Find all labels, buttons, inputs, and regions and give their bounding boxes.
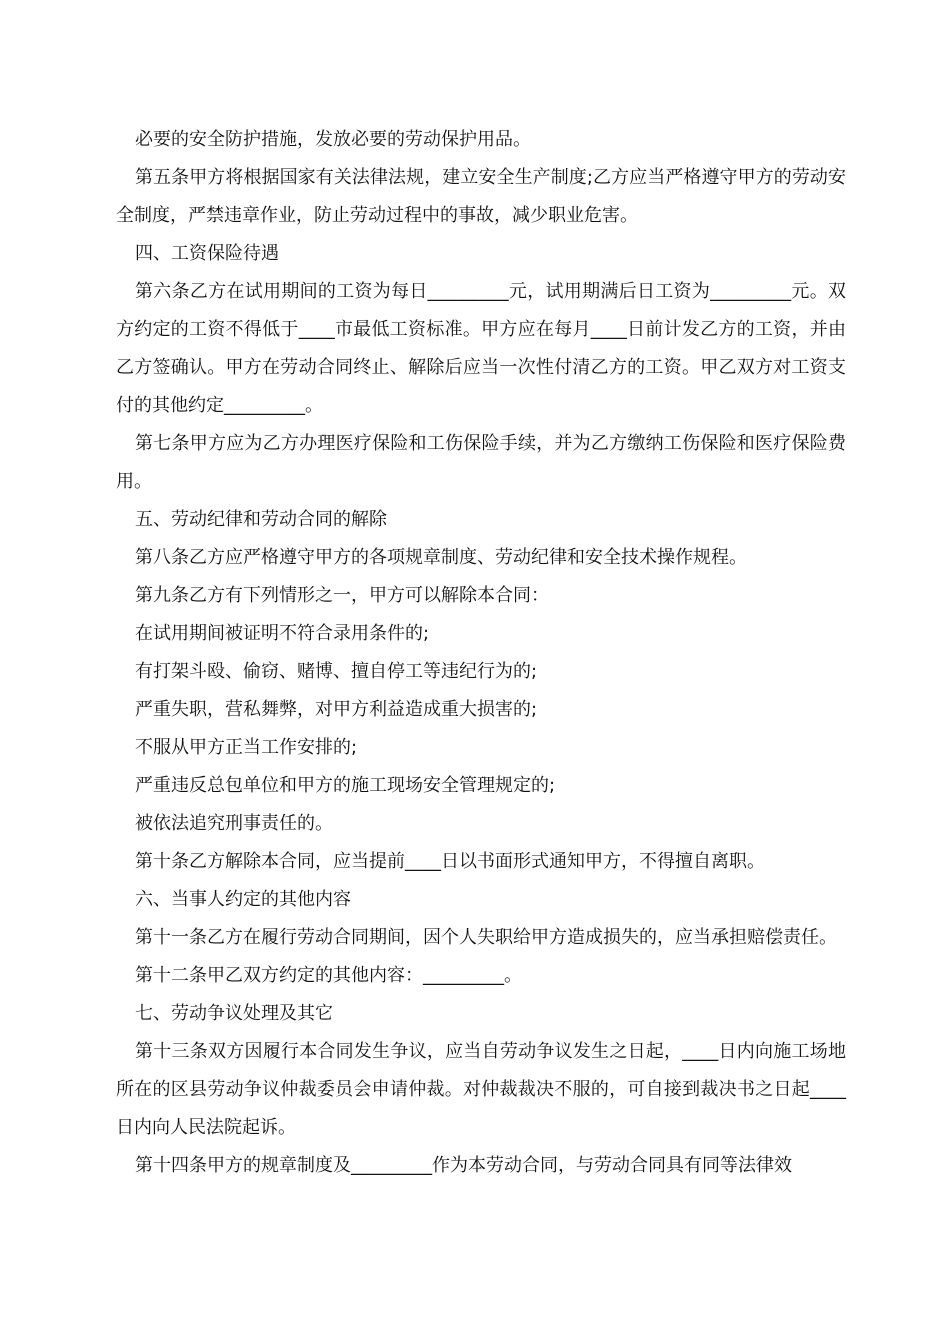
paragraph: 第十一条乙方在履行劳动合同期间，因个人失职给甲方造成损失的，应当承担赔偿责任。 (135, 927, 837, 948)
section-heading: 五、劳动纪律和劳动合同的解除 (135, 509, 387, 530)
paragraph: 第十四条甲方的规章制度及_________作为本劳动合同，与劳动合同具有同等法律效 (135, 1155, 792, 1176)
paragraph: 第十三条双方因履行本合同发生争议，应当自劳动争议发生之日起，____日内向施工场地所在的区县劳动争议仲裁委员会申请仲裁。对仲裁裁决不服的，可自接到裁决书之日起____日内向人民法院起诉。 (116, 1041, 846, 1138)
section-heading: 七、劳动争议处理及其它 (135, 1003, 333, 1024)
paragraph: 第十条乙方解除本合同，应当提前____日以书面形式通知甲方，不得擅自离职。 (135, 851, 765, 872)
list-item: 严重失职，营私舞弊，对甲方利益造成重大损害的; (135, 699, 538, 720)
section-heading: 四、工资保险待遇 (135, 243, 279, 264)
list-item: 被依法追究刑事责任的。 (135, 813, 333, 834)
list-item: 在试用期间被证明不符合录用条件的; (135, 623, 430, 644)
list-item: 不服从甲方正当工作安排的; (135, 737, 358, 758)
paragraph: 第十二条甲乙双方约定的其他内容：_________。 (135, 965, 522, 986)
list-item: 有打架斗殴、偷窃、赌博、擅自停工等违纪行为的; (135, 661, 538, 682)
paragraph: 第七条甲方应为乙方办理医疗保险和工伤保险手续，并为乙方缴纳工伤保险和医疗保险费用。 (116, 433, 846, 492)
paragraph: 第八条乙方应严格遵守甲方的各项规章制度、劳动纪律和安全技术操作规程。 (135, 547, 747, 568)
paragraph: 第五条甲方将根据国家有关法律法规，建立安全生产制度;乙方应当严格遵守甲方的劳动安全制度，严禁违章作业，防止劳动过程中的事故，减少职业危害。 (116, 167, 846, 226)
paragraph: 第六条乙方在试用期间的工资为每日_________元，试用期满后日工资为_________元。双方约定的工资不得低于____市最低工资标准。甲方应在每月____日前计发乙方的工资，并由乙方签确认。甲方在劳动合同终止、解除后应当一次性付清乙方的工资。甲乙双方对工资支付的其他约定_________。 (116, 281, 846, 416)
section-heading: 六、当事人约定的其他内容 (135, 889, 351, 910)
paragraph: 第九条乙方有下列情形之一，甲方可以解除本合同： (135, 585, 549, 606)
paragraph: 必要的安全防护措施，发放必要的劳动保护用品。 (135, 129, 531, 150)
document-body (116, 121, 846, 1185)
list-item: 严重违反总包单位和甲方的施工现场安全管理规定的; (135, 775, 556, 796)
